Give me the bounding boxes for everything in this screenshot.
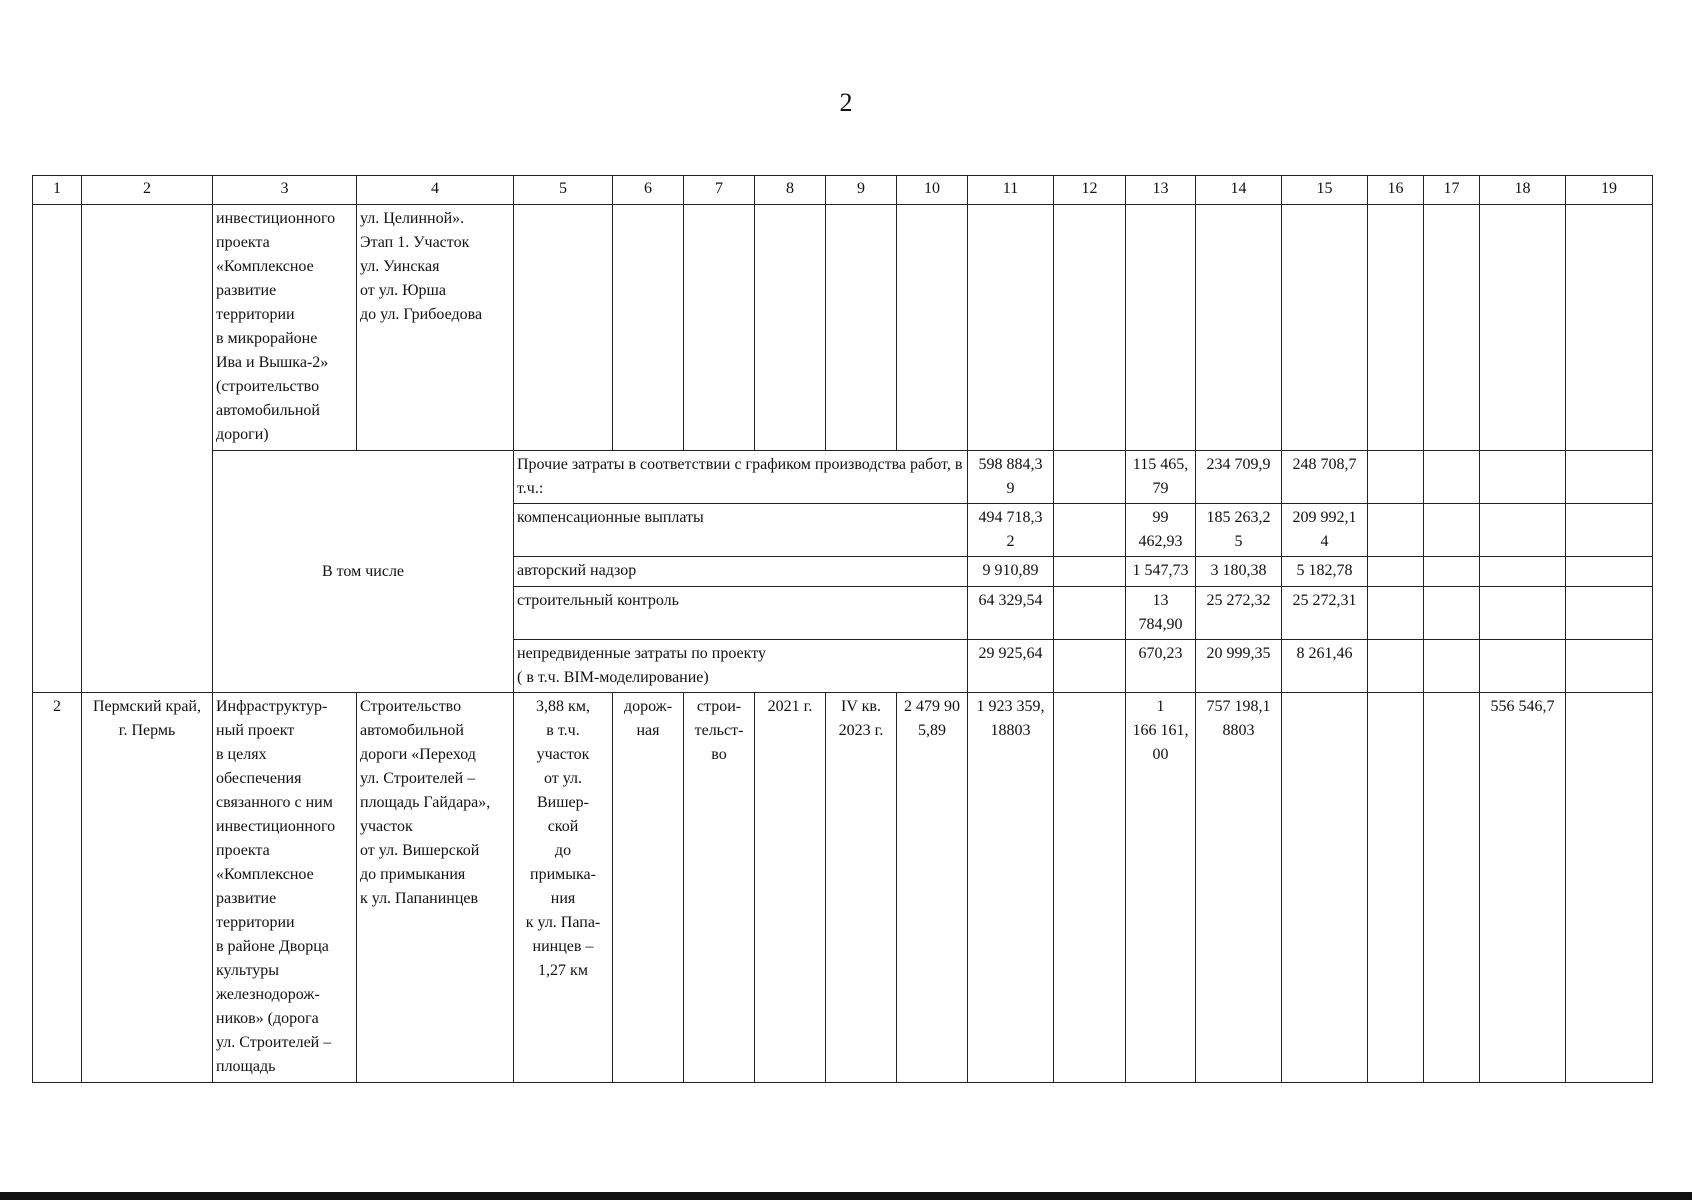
cell-col18: 556 546,7 <box>1480 693 1566 1083</box>
cell-col19 <box>1566 693 1653 1083</box>
cell-col14: 20 999,35 <box>1196 640 1282 693</box>
column-number-row <box>33 176 1653 205</box>
cell-col13: 670,23 <box>1126 640 1196 693</box>
row1-object-name: ул. Целинной». Этап 1. Участок ул. Уинская от ул. Юрша до ул. Грибоедова <box>357 205 514 451</box>
cell-col13: 115 465, 79 <box>1126 451 1196 504</box>
capacity: 3,88 км, в т.ч. участок от ул. Вишер- ской до примыка- ния к ул. Папа- нинцев – 1,27 км <box>514 693 613 1083</box>
cell-col12 <box>1054 693 1126 1083</box>
column-number: 16 <box>1368 176 1424 205</box>
cell-col15: 209 992,1 4 <box>1282 504 1368 557</box>
column-number: 17 <box>1424 176 1480 205</box>
page-number: 2 <box>839 88 853 117</box>
column-number: 7 <box>684 176 755 205</box>
column-number: 14 <box>1196 176 1282 205</box>
column-number: 5 <box>514 176 613 205</box>
cell-col11: 9 910,89 <box>968 557 1054 587</box>
scan-edge <box>0 1192 1692 1200</box>
column-number: 13 <box>1126 176 1196 205</box>
table-row <box>33 693 1653 1083</box>
column-number: 15 <box>1282 176 1368 205</box>
cell-col15: 8 261,46 <box>1282 640 1368 693</box>
column-number: 1 <box>33 176 82 205</box>
cell-col14: 757 198,1 8803 <box>1196 693 1282 1083</box>
cell-col11: 1 923 359, 18803 <box>968 693 1054 1083</box>
table-row <box>33 205 1653 451</box>
cell-col14: 3 180,38 <box>1196 557 1282 587</box>
column-number: 11 <box>968 176 1054 205</box>
column-number: 4 <box>357 176 514 205</box>
cell-col13: 13 784,90 <box>1126 587 1196 640</box>
object-type: дорож- ная <box>613 693 684 1083</box>
column-number: 6 <box>613 176 684 205</box>
column-number: 2 <box>82 176 213 205</box>
cell-col15: 25 272,31 <box>1282 587 1368 640</box>
column-number: 10 <box>897 176 968 205</box>
project-description: Инфраструктур- ный проект в целях обеспечения связанного с ним инвестиционного проекта «Комплексное развитие территории в районе Дворца культуры железнодорож- ников» (дорога ул. Строителей – площадь <box>213 693 357 1083</box>
cell-col13: 1 166 161, 00 <box>1126 693 1196 1083</box>
cell-col11: 598 884,3 9 <box>968 451 1054 504</box>
row-number: 2 <box>33 693 82 1083</box>
column-number: 3 <box>213 176 357 205</box>
table-row <box>33 451 1653 504</box>
cell-col13: 99 462,93 <box>1126 504 1196 557</box>
region: Пермский край, г. Пермь <box>82 693 213 1083</box>
subrow-label: авторский надзор <box>514 557 968 587</box>
subrow-label: непредвиденные затраты по проекту ( в т.ч. BIM-моделирование) <box>514 640 968 693</box>
cell-col11: 64 329,54 <box>968 587 1054 640</box>
cell-col13: 1 547,73 <box>1126 557 1196 587</box>
total-cost: 2 479 90 5,89 <box>897 693 968 1083</box>
cell-col14: 185 263,2 5 <box>1196 504 1282 557</box>
column-number: 8 <box>755 176 826 205</box>
cell-col15: 5 182,78 <box>1282 557 1368 587</box>
subrow-label: строительный контроль <box>514 587 968 640</box>
row1-col2-cell <box>82 205 213 693</box>
object-name: Строительство автомобильной дороги «Переход ул. Строителей – площадь Гайдара», участок от ул. Вишерской до примыкания к ул. Папанинцев <box>357 693 514 1083</box>
cell-col14: 234 709,9 <box>1196 451 1282 504</box>
row1-col1-cell <box>33 205 82 693</box>
cell-col17 <box>1424 693 1480 1083</box>
cell-col11: 494 718,3 2 <box>968 504 1054 557</box>
vtom-label: В том числе <box>213 451 514 693</box>
column-number: 9 <box>826 176 897 205</box>
cell-col15 <box>1282 693 1368 1083</box>
subrow-label: компенсационные выплаты <box>514 504 968 557</box>
cell-col16 <box>1368 693 1424 1083</box>
work-type: строи- тельст- во <box>684 693 755 1083</box>
end-period: IV кв. 2023 г. <box>826 693 897 1083</box>
subrow-label: Прочие затраты в соответствии с графиком производства работ, в т.ч.: <box>514 451 968 504</box>
column-number: 12 <box>1054 176 1126 205</box>
start-year: 2021 г. <box>755 693 826 1083</box>
column-number: 18 <box>1480 176 1566 205</box>
row1-project-description: инвестиционного проекта «Комплексное развитие территории в микрорайоне Ива и Вышка-2» (строительство автомобильной дороги) <box>213 205 357 451</box>
investment-table <box>32 175 1653 1083</box>
column-number: 19 <box>1566 176 1653 205</box>
cell-col15: 248 708,7 <box>1282 451 1368 504</box>
cell-col11: 29 925,64 <box>968 640 1054 693</box>
cell-col14: 25 272,32 <box>1196 587 1282 640</box>
